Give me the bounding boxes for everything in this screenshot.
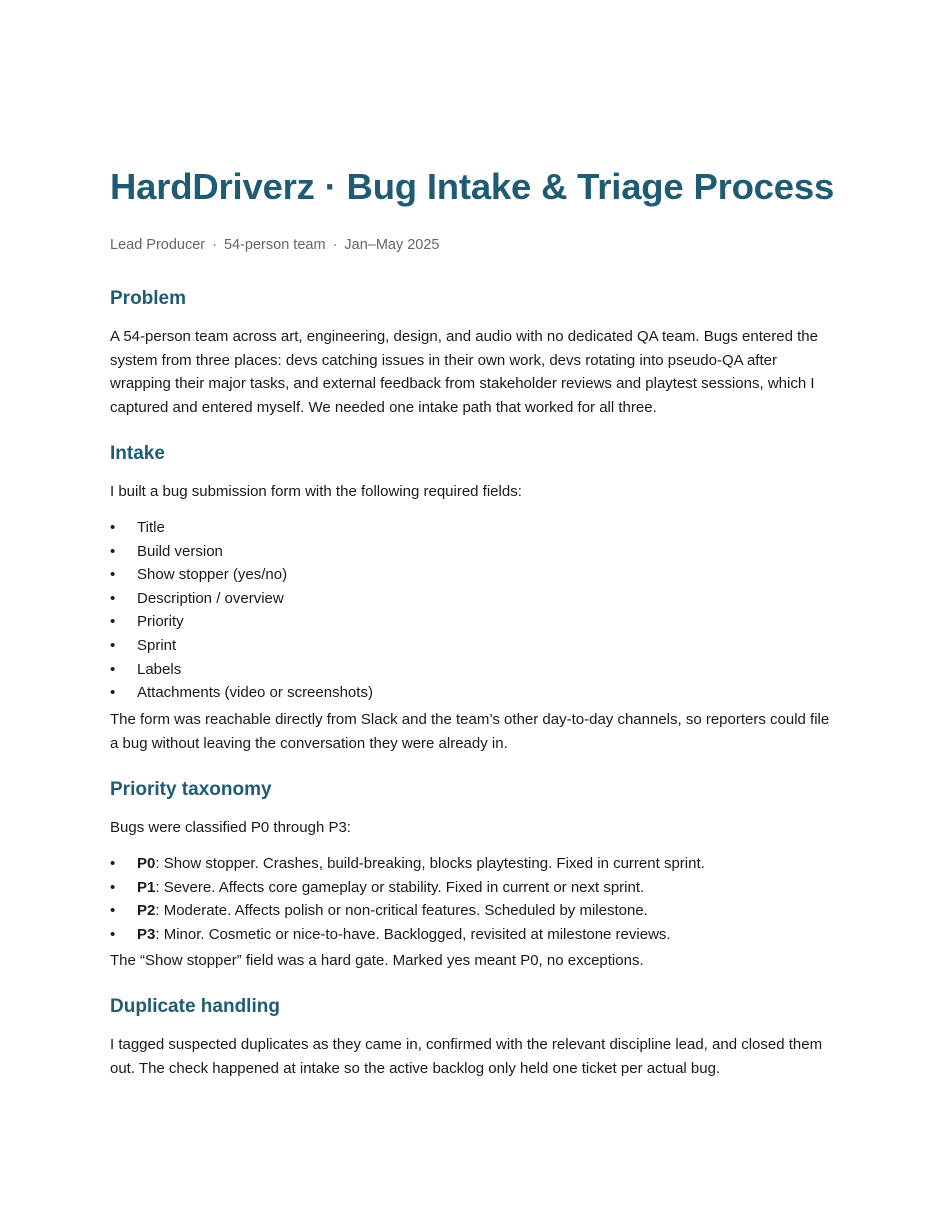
priority-code: P3	[137, 925, 156, 943]
list-item-text: Sprint	[137, 636, 177, 654]
bullet-icon: •	[110, 589, 116, 607]
meta-dates: Jan–May 2025	[344, 237, 440, 253]
list-item-text: Priority	[137, 613, 184, 631]
list-item	[110, 899, 830, 923]
list-item	[110, 516, 830, 540]
section-heading-problem: Problem	[110, 288, 187, 309]
priority-intro: Bugs were classified P0 through P3:	[110, 819, 351, 836]
list-item	[110, 563, 830, 587]
priority-description: : Moderate. Affects polish or non-critical features. Scheduled by milestone.	[155, 902, 648, 920]
priority-description: : Severe. Affects core gameplay or stability. Fixed in current or next sprint.	[155, 878, 645, 896]
list-item-text: Description / overview	[137, 589, 284, 607]
section-heading-priority: Priority taxonomy	[110, 779, 272, 800]
bullet-icon: •	[110, 566, 116, 584]
list-item	[110, 587, 830, 611]
section-heading-duplicates: Duplicate handling	[110, 996, 280, 1017]
list-item	[110, 852, 830, 876]
list-item	[110, 681, 830, 705]
list-item-text: Attachments (video or screenshots)	[137, 684, 373, 702]
list-item-text: Title	[137, 519, 165, 536]
bullet-icon: •	[110, 613, 116, 631]
meta-team: 54-person team	[223, 237, 326, 253]
priority-code: P0	[137, 855, 156, 872]
list-item	[110, 634, 830, 658]
priority-code: P2	[137, 902, 156, 920]
meta-separator: ·	[212, 237, 217, 253]
bullet-icon: •	[110, 542, 116, 560]
list-item	[110, 658, 830, 682]
intake-outro: The form was reachable directly from Slack and the team’s other day-to-day channels, so reporters could file a bug without leaving the conversation they were already in.	[110, 711, 830, 752]
bullet-icon: •	[110, 925, 116, 943]
bullet-icon: •	[110, 855, 116, 872]
intake-field-list	[110, 516, 830, 705]
bullet-icon: •	[110, 636, 116, 654]
priority-outro: The “Show stopper” field was a hard gate. Marked yes meant P0, no exceptions.	[110, 952, 644, 969]
intake-intro: I built a bug submission form with the following required fields:	[110, 483, 522, 500]
bullet-icon: •	[110, 660, 116, 678]
list-item-text: Show stopper (yes/no)	[137, 566, 288, 584]
meta-line	[110, 237, 440, 253]
problem-paragraph: A 54-person team across art, engineering, design, and audio with no dedicated QA team. Bugs entered the system from three places: devs catching issues in their own work, devs rotating into pseudo-QA after wrapping their major tasks, and external feedback from stakeholder reviews and playtest sessions, which I captured and entered myself. We needed one intake path that worked for all three.	[110, 328, 818, 416]
list-item	[110, 540, 830, 564]
section-heading-intake: Intake	[110, 443, 165, 464]
bullet-icon: •	[110, 684, 116, 702]
priority-description: : Show stopper. Crashes, build-breaking, blocks playtesting. Fixed in current sprint.	[155, 855, 705, 872]
list-item	[110, 610, 830, 634]
list-item-text: Labels	[137, 660, 182, 678]
list-item	[110, 876, 830, 900]
duplicates-paragraph: I tagged suspected duplicates as they came in, confirmed with the relevant discipline lead, and closed them out. The check happened at intake so the active backlog only held one ticket per actual bug.	[110, 1036, 823, 1077]
priority-description: : Minor. Cosmetic or nice-to-have. Backlogged, revisited at milestone reviews.	[155, 925, 671, 943]
page-title: HardDriverz · Bug Intake & Triage Process	[110, 166, 835, 207]
priority-code: P1	[137, 878, 156, 896]
bullet-icon: •	[110, 902, 116, 920]
list-item	[110, 923, 830, 947]
bullet-icon: •	[110, 519, 116, 536]
meta-role: Lead Producer	[110, 237, 206, 253]
meta-separator: ·	[332, 237, 338, 253]
list-item-text: Build version	[137, 542, 223, 560]
bullet-icon: •	[110, 878, 116, 896]
priority-list	[110, 852, 830, 946]
